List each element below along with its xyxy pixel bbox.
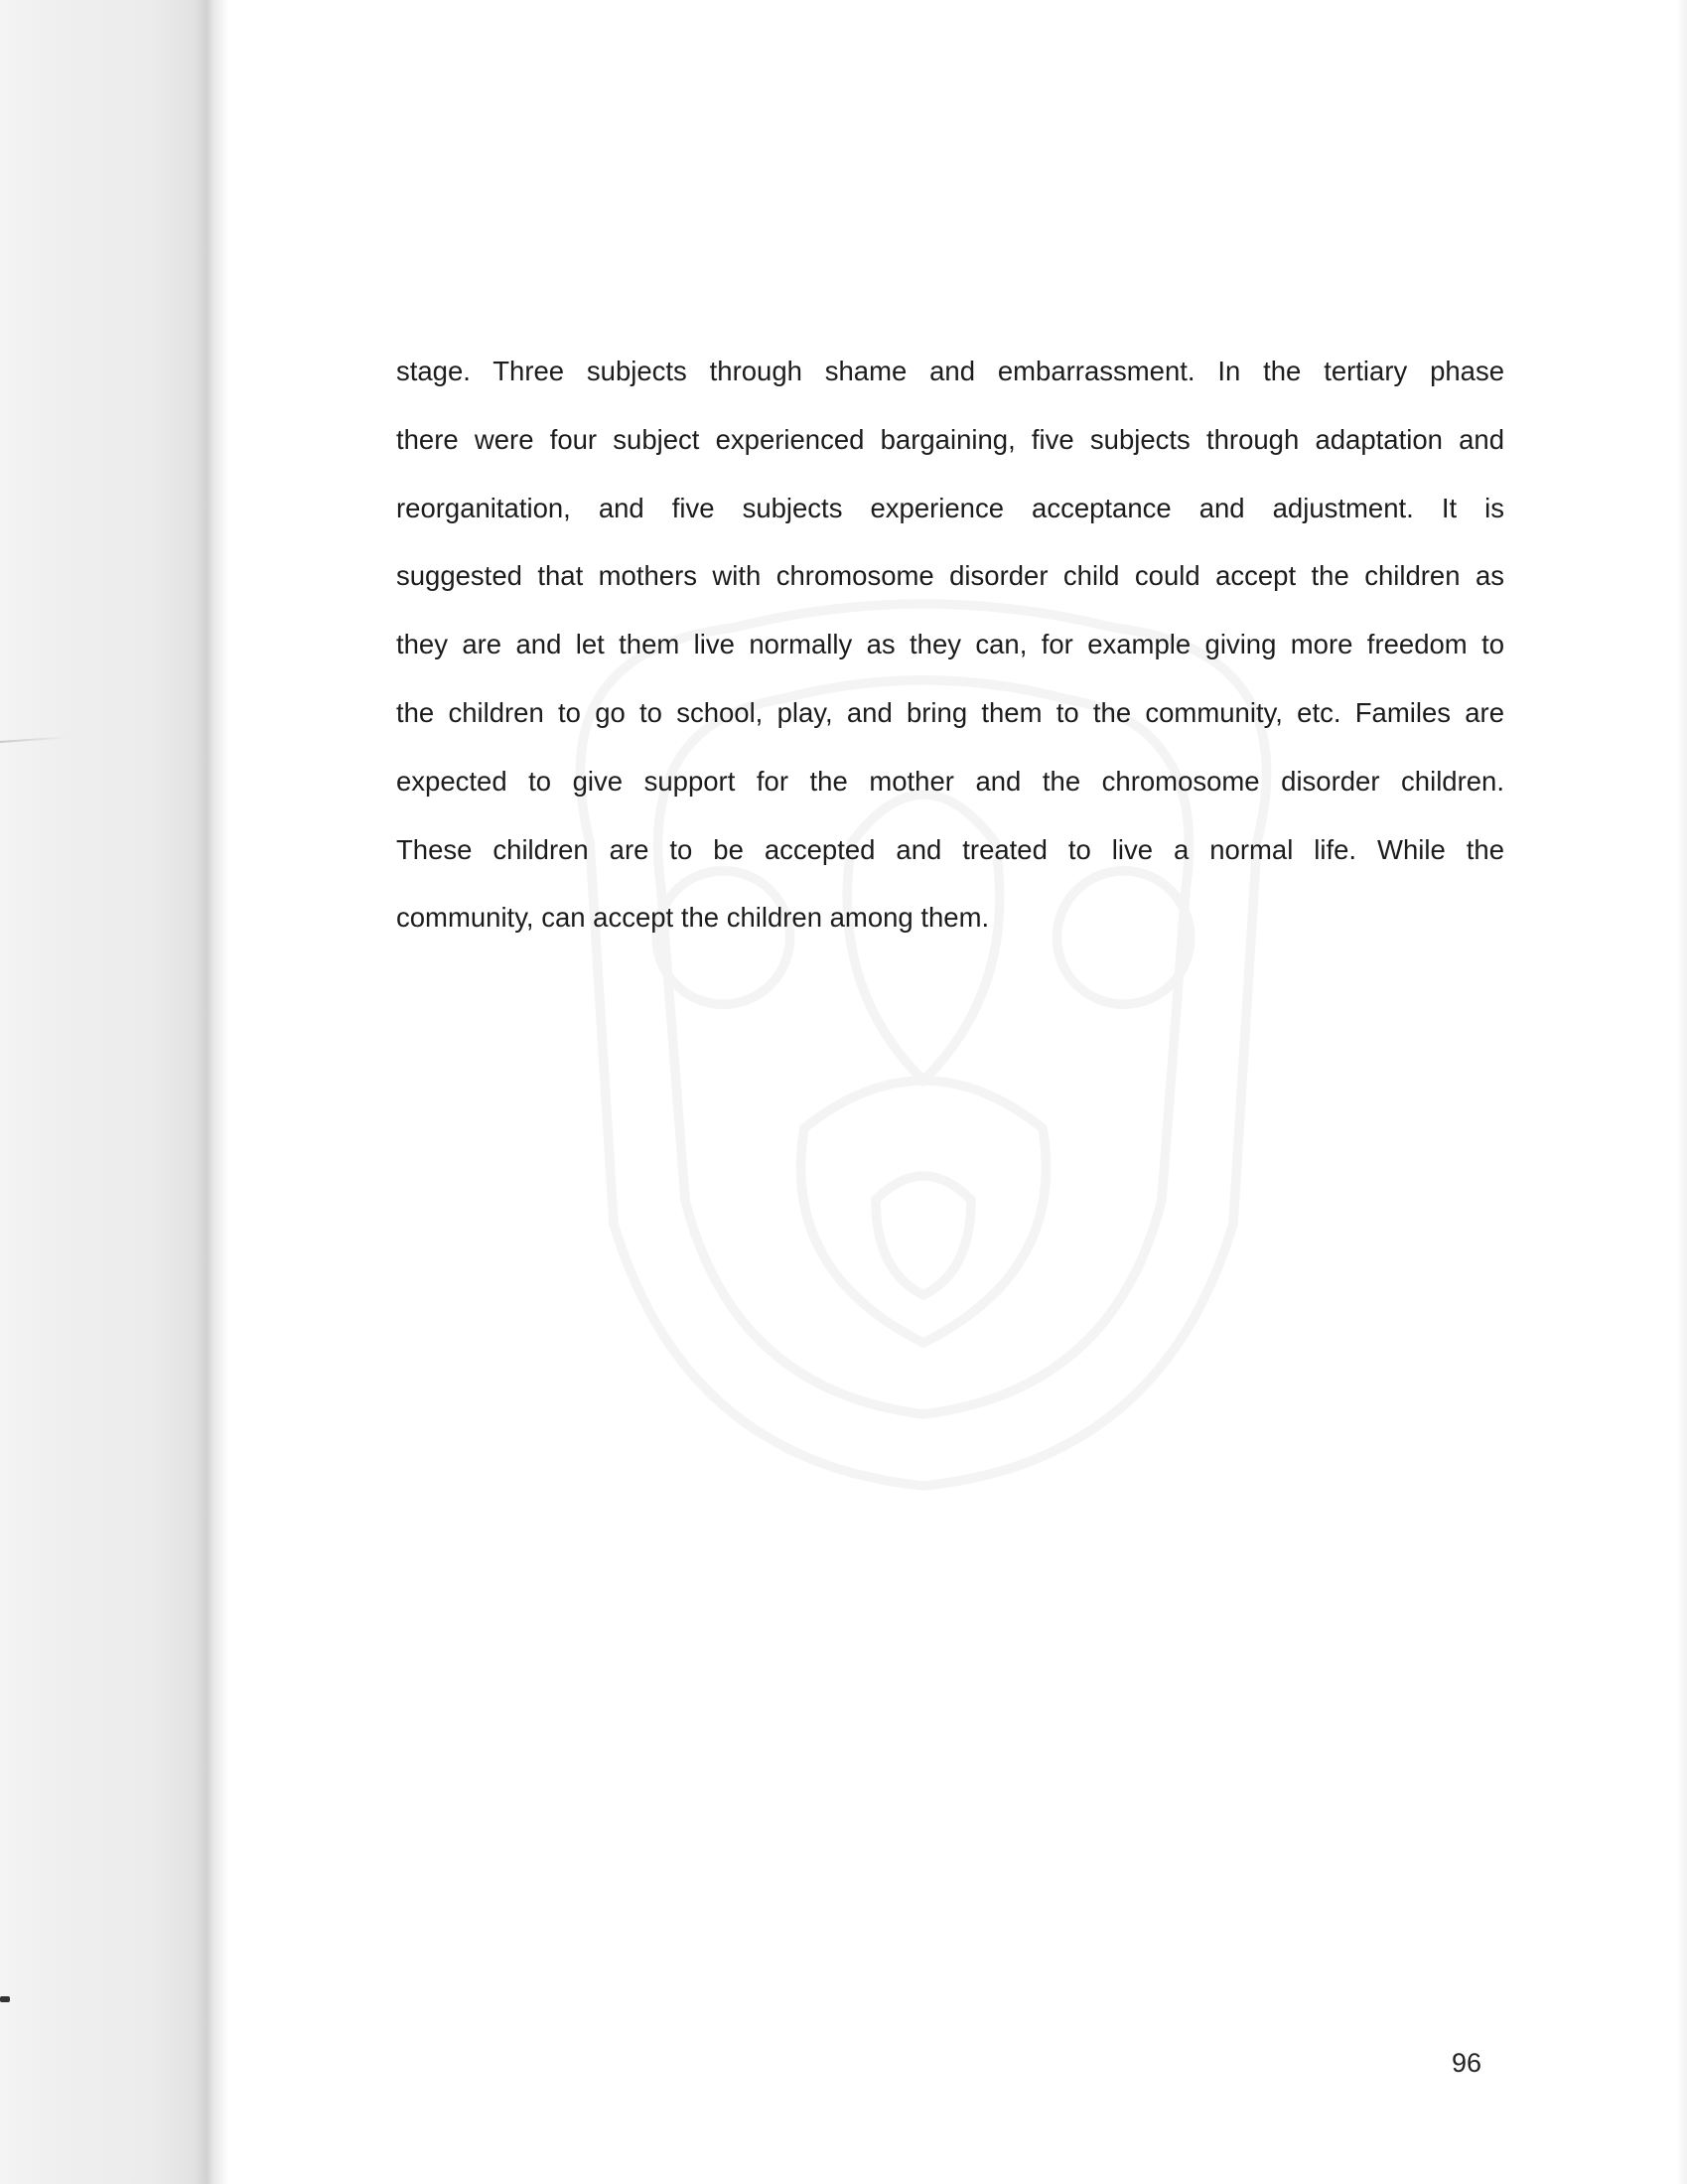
- page-number: 96: [1452, 2048, 1482, 2078]
- paragraph-line: they are and let them live normally as they can, for example giving more freedom to: [396, 629, 1504, 660]
- paragraph-line: suggested that mothers with chromosome disorder child could accept the children as: [396, 560, 1504, 592]
- gutter-scan-mark: [0, 1996, 10, 2002]
- paragraph-line: expected to give support for the mother and the chromosome disorder children.: [396, 765, 1504, 797]
- paragraph-line: These children are to be accepted and treated to live a normal life. While the: [396, 833, 1504, 865]
- page-right-edge: [1677, 0, 1687, 2184]
- paragraph-line: there were four subject experienced bargaining, five subjects through adaptation and: [396, 423, 1504, 455]
- book-gutter-shadow: [0, 0, 228, 2184]
- paragraph-line: stage. Three subjects through shame and embarrassment. In the tertiary phase: [396, 356, 1504, 386]
- body-paragraph: [396, 338, 1504, 952]
- paragraph-line: the children to go to school, play, and bring them to the community, etc. Familes are: [396, 696, 1504, 728]
- paragraph-line: community, can accept the children among them.: [396, 902, 990, 934]
- paragraph-line: reorganitation, and five subjects experience acceptance and adjustment. It is: [396, 492, 1504, 523]
